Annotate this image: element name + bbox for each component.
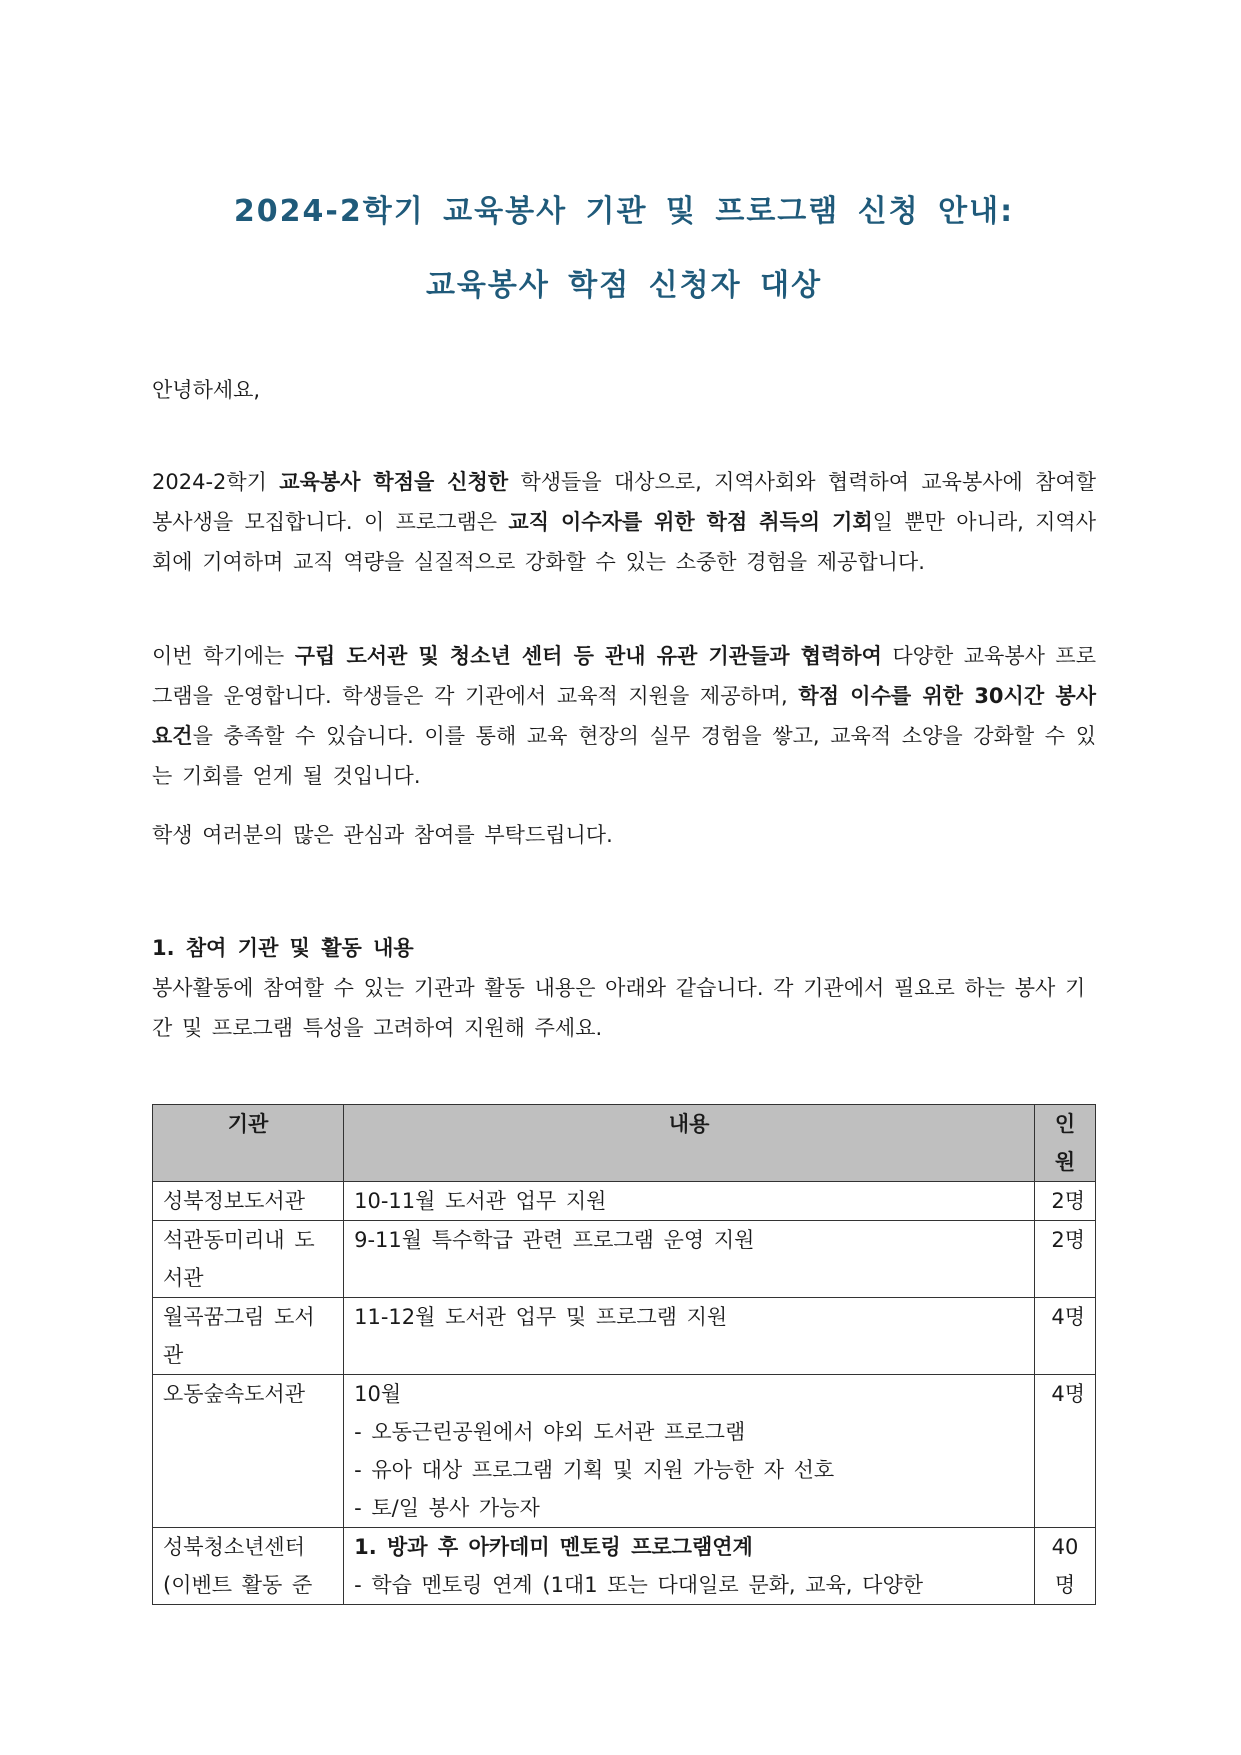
program-text-2: 다양한 교육봉사 프로그램을 운영합니다. 학생들은 각 기관에서 교육적 지원을 제공하며,: [152, 644, 1096, 708]
row-content: [344, 1221, 1035, 1298]
section-description: 봉사활동에 참여할 수 있는 기관과 활동 내용은 아래와 같습니다. 각 기관에서 필요로 하는 봉사 기간 및 프로그램 특성을 고려하여 지원해 주세요.: [152, 976, 1086, 1040]
table-row: [153, 1221, 1096, 1298]
institution-table: [152, 1104, 1096, 1605]
row-count: 2명: [1035, 1221, 1096, 1298]
row-org: 오동숲속도서관: [153, 1375, 344, 1528]
program-bold-2: 학점 이수를 위한 30시간 봉사 요건: [152, 684, 1096, 748]
content-line: - 유아 대상 프로그램 기획 및 지원 가능한 자 선호: [354, 1458, 835, 1482]
intro-bold-1: 교육봉사 학점을 신청한: [279, 470, 509, 494]
content-line: 1. 방과 후 아카데미 멘토링 프로그램연계: [354, 1535, 753, 1559]
intro-text-2: 학생들을 대상으로, 지역사회와 협력하여 교육봉사에 참여할 봉사생을 모집합니다. 이 프로그램은: [152, 470, 1097, 534]
program-paragraph: [152, 636, 1096, 796]
closing-paragraph: 학생 여러분의 많은 관심과 참여를 부탁드립니다.: [152, 823, 613, 847]
table-row: [153, 1375, 1096, 1528]
section-heading: 1. 참여 기관 및 활동 내용: [152, 936, 414, 960]
program-text-1: 이번 학기에는: [152, 644, 295, 668]
row-org: 성북청소년센터 (이벤트 활동 준: [153, 1528, 344, 1605]
intro-text-1: 2024-2학기: [152, 470, 280, 494]
row-content: [344, 1298, 1035, 1375]
content-line: - 오동근린공원에서 야외 도서관 프로그램: [354, 1420, 746, 1444]
table-row: [153, 1182, 1096, 1221]
program-bold-1: 구립 도서관 및 청소년 센터 등 관내 유관 기관들과 협력하여: [294, 644, 882, 668]
table-row: [153, 1528, 1096, 1605]
intro-text-3: 일 뿐만 아니라, 지역사회에 기여하며 교직 역량을 실질적으로 강화할 수 있는 소중한 경험을 제공합니다.: [152, 510, 1096, 574]
content-line: - 토/일 봉사 가능자: [354, 1496, 540, 1520]
content-line: 10-11월 도서관 업무 지원: [354, 1189, 607, 1213]
row-count: 40 명: [1035, 1528, 1096, 1605]
header-org: 기관: [153, 1105, 344, 1182]
row-count: 4명: [1035, 1375, 1096, 1528]
table-header-row: [153, 1105, 1096, 1182]
content-line: 11-12월 도서관 업무 및 프로그램 지원: [354, 1305, 728, 1329]
program-text-3: 을 충족할 수 있습니다. 이를 통해 교육 현장의 실무 경험을 쌓고, 교육적 소양을 강화할 수 있는 기회를 얻게 될 것입니다.: [152, 724, 1096, 788]
greeting: 안녕하세요,: [152, 378, 261, 402]
row-content: [344, 1182, 1035, 1221]
row-org: 월곡꿈그림 도서관: [153, 1298, 344, 1375]
row-count: 2명: [1035, 1182, 1096, 1221]
content-line: 9-11월 특수학급 관련 프로그램 운영 지원: [354, 1228, 755, 1252]
document-title-line1: 2024-2학기 교육봉사 기관 및 프로그램 신청 안내:: [233, 194, 1015, 229]
row-content: [344, 1528, 1035, 1605]
row-org: 성북정보도서관: [153, 1182, 344, 1221]
row-count: 4명: [1035, 1298, 1096, 1375]
intro-paragraph: [152, 462, 1096, 582]
content-line: 10월: [354, 1382, 402, 1406]
intro-bold-2: 교직 이수자를 위한 학점 취득의 기회: [508, 510, 873, 534]
document-title-line2: 교육봉사 학점 신청자 대상: [425, 268, 823, 303]
table-row: [153, 1298, 1096, 1375]
header-content: 내용: [344, 1105, 1035, 1182]
row-org: 석관동미리내 도서관: [153, 1221, 344, 1298]
content-line: - 학습 멘토링 연계 (1대1 또는 다대일로 문화, 교육, 다양한: [354, 1573, 924, 1597]
row-content: [344, 1375, 1035, 1528]
header-count: 인원: [1035, 1105, 1096, 1182]
